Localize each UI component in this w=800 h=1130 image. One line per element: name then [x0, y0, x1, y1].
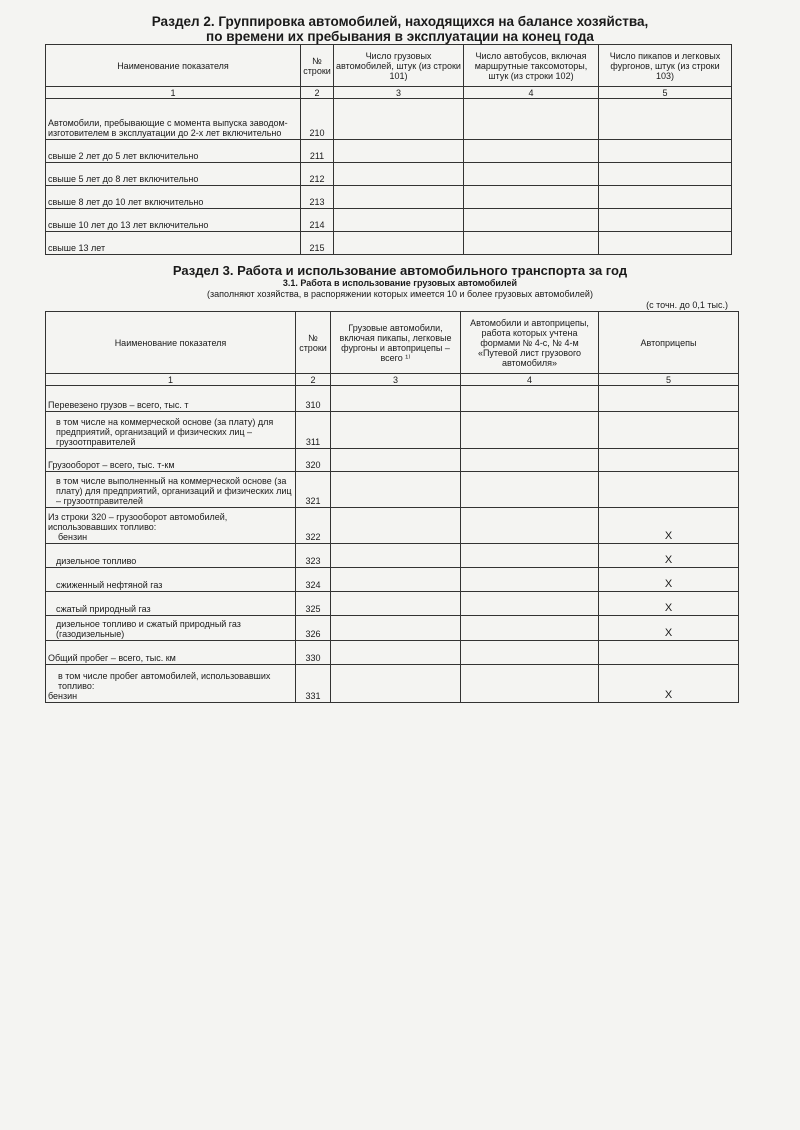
input-cell[interactable] — [331, 412, 461, 449]
row-c5 — [599, 449, 739, 472]
input-cell[interactable] — [331, 616, 461, 641]
row-label: Перевезено грузов – всего, тыс. т — [46, 386, 296, 412]
input-cell[interactable] — [334, 186, 464, 209]
input-cell[interactable] — [334, 232, 464, 255]
input-cell[interactable] — [331, 568, 461, 592]
input-cell[interactable] — [331, 641, 461, 665]
s2-header-pickups: Число пикапов и легковых фургонов, штук (из строки 103) — [599, 45, 732, 87]
row-label — [46, 508, 296, 544]
table-row — [46, 186, 732, 209]
section3-unit: (с точн. до 0,1 тыс.) — [646, 300, 728, 310]
row-c5: X — [599, 544, 739, 568]
row-label: свыше 5 лет до 8 лет включительно — [46, 163, 301, 186]
row-code: 215 — [301, 232, 334, 255]
s2-header-code: № строки — [301, 45, 334, 87]
input-cell[interactable] — [461, 616, 599, 641]
row-label: свыше 8 лет до 10 лет включительно — [46, 186, 301, 209]
s2-colnum: 4 — [464, 87, 599, 99]
row-label: сжиженный нефтяной газ — [46, 568, 296, 592]
row-code: 214 — [301, 209, 334, 232]
row-label: Автомобили, пребывающие с момента выпуска заводом-изготовителем в эксплуатации до 2-х лет включительно — [46, 99, 301, 140]
input-cell[interactable] — [464, 209, 599, 232]
input-cell[interactable] — [331, 449, 461, 472]
s3-colnum: 2 — [296, 374, 331, 386]
input-cell[interactable] — [464, 140, 599, 163]
input-cell[interactable] — [461, 508, 599, 544]
table-row — [46, 449, 739, 472]
input-cell[interactable] — [331, 508, 461, 544]
input-cell[interactable] — [461, 449, 599, 472]
s3-header-all: Грузовые автомобили, включая пикапы, легковые фургоны и автоприцепы – всего ¹⁾ — [331, 312, 461, 374]
input-cell[interactable] — [331, 544, 461, 568]
input-cell[interactable] — [331, 592, 461, 616]
table-row — [46, 641, 739, 665]
row-label: в том числе на коммерческой основе (за плату) для предприятий, организаций и физических лиц – грузоотправителей — [46, 412, 296, 449]
row-code: 322 — [296, 508, 331, 544]
input-cell[interactable] — [599, 140, 732, 163]
section2-title-line2: по времени их пребывания в эксплуатации на конец года — [206, 29, 594, 44]
input-cell[interactable] — [334, 163, 464, 186]
s3-header-trailers: Автоприцепы — [599, 312, 739, 374]
row-code: 212 — [301, 163, 334, 186]
row-code: 320 — [296, 449, 331, 472]
table-row — [46, 568, 739, 592]
table-row — [46, 232, 732, 255]
row-code: 331 — [296, 665, 331, 703]
section3-subtitle: 3.1. Работа в использование грузовых автомобилей — [282, 278, 518, 288]
s3-header-forms: Автомобили и автоприцепы, работа которых учтена формами № 4-с, № 4-м «Путевой лист грузового автомобиля» — [461, 312, 599, 374]
s2-colnum: 5 — [599, 87, 732, 99]
s2-colnum: 1 — [46, 87, 301, 99]
table-row — [46, 544, 739, 568]
row-c5: X — [599, 616, 739, 641]
input-cell[interactable] — [599, 232, 732, 255]
input-cell[interactable] — [599, 99, 732, 140]
input-cell[interactable] — [461, 641, 599, 665]
s3-header-code: № строки — [296, 312, 331, 374]
row-c5 — [599, 412, 739, 449]
input-cell[interactable] — [464, 186, 599, 209]
row-label-line2: бензин — [48, 691, 78, 701]
input-cell[interactable] — [461, 412, 599, 449]
row-label: Грузооборот – всего, тыс. т-км — [46, 449, 296, 472]
row-code: 326 — [296, 616, 331, 641]
row-code: 324 — [296, 568, 331, 592]
input-cell[interactable] — [331, 665, 461, 703]
input-cell[interactable] — [464, 99, 599, 140]
row-code: 210 — [301, 99, 334, 140]
table-row — [46, 508, 739, 544]
input-cell[interactable] — [461, 472, 599, 508]
table-row — [46, 472, 739, 508]
row-label: свыше 10 лет до 13 лет включительно — [46, 209, 301, 232]
row-code: 211 — [301, 140, 334, 163]
row-label: свыше 13 лет — [46, 232, 301, 255]
table-row — [46, 163, 732, 186]
section2-title-line1: Раздел 2. Группировка автомобилей, находящихся на балансе хозяйства, — [151, 14, 649, 29]
table-row — [46, 99, 732, 140]
section2-title — [60, 14, 740, 44]
input-cell[interactable] — [599, 163, 732, 186]
row-label: дизельное топливо — [46, 544, 296, 568]
s3-colnum: 4 — [461, 374, 599, 386]
input-cell[interactable] — [334, 99, 464, 140]
table-row — [46, 592, 739, 616]
row-c5: X — [599, 665, 739, 703]
row-label-line1: в том числе пробег автомобилей, использовавших топливо: — [58, 671, 271, 691]
section3-table — [45, 311, 739, 703]
s2-header-name: Наименование показателя — [46, 45, 301, 87]
row-code: 323 — [296, 544, 331, 568]
row-c5 — [599, 386, 739, 412]
section3-note: (заполняют хозяйства, в распоряжении которых имеется 10 и более грузовых автомобилей) — [207, 289, 593, 299]
input-cell[interactable] — [331, 386, 461, 412]
section2-table — [45, 44, 732, 255]
row-code: 330 — [296, 641, 331, 665]
row-code: 311 — [296, 412, 331, 449]
row-code: 321 — [296, 472, 331, 508]
row-label: в том числе выполненный на коммерческой основе (за плату) для предприятий, организаций и физических лиц – грузоотправителей — [46, 472, 296, 508]
table-row — [46, 616, 739, 641]
input-cell[interactable] — [461, 386, 599, 412]
input-cell[interactable] — [464, 232, 599, 255]
row-c5: X — [599, 568, 739, 592]
input-cell[interactable] — [599, 209, 732, 232]
row-label — [46, 665, 296, 703]
s2-header-buses: Число автобусов, включая маршрутные таксомоторы, штук (из строки 102) — [464, 45, 599, 87]
row-label-line1: Из строки 320 – грузооборот автомобилей, использовавших топливо: — [48, 512, 228, 532]
table-row — [46, 412, 739, 449]
input-cell[interactable] — [461, 665, 599, 703]
row-c5 — [599, 472, 739, 508]
input-cell[interactable] — [599, 186, 732, 209]
s3-header-name: Наименование показателя — [46, 312, 296, 374]
row-code: 310 — [296, 386, 331, 412]
s2-colnum: 3 — [334, 87, 464, 99]
input-cell[interactable] — [334, 209, 464, 232]
s2-colnum: 2 — [301, 87, 334, 99]
section3-title: Раздел 3. Работа и использование автомобильного транспорта за год — [172, 263, 628, 278]
input-cell[interactable] — [461, 592, 599, 616]
row-label: свыше 2 лет до 5 лет включительно — [46, 140, 301, 163]
row-c5 — [599, 641, 739, 665]
table-row — [46, 209, 732, 232]
s2-header-trucks: Число грузовых автомобилей, штук (из строки 101) — [334, 45, 464, 87]
table-row — [46, 386, 739, 412]
input-cell[interactable] — [464, 163, 599, 186]
row-label: дизельное топливо и сжатый природный газ (газодизельные) — [46, 616, 296, 641]
table-row — [46, 140, 732, 163]
row-c5: X — [599, 592, 739, 616]
row-c5: X — [599, 508, 739, 544]
row-label: сжатый природный газ — [46, 592, 296, 616]
input-cell[interactable] — [461, 568, 599, 592]
s3-colnum: 1 — [46, 374, 296, 386]
s3-colnum: 5 — [599, 374, 739, 386]
input-cell[interactable] — [461, 544, 599, 568]
row-code: 213 — [301, 186, 334, 209]
row-label-line2: бензин — [58, 532, 88, 542]
s3-colnum: 3 — [331, 374, 461, 386]
row-code: 325 — [296, 592, 331, 616]
input-cell[interactable] — [334, 140, 464, 163]
row-label: Общий пробег – всего, тыс. км — [46, 641, 296, 665]
table-row — [46, 665, 739, 703]
input-cell[interactable] — [331, 472, 461, 508]
